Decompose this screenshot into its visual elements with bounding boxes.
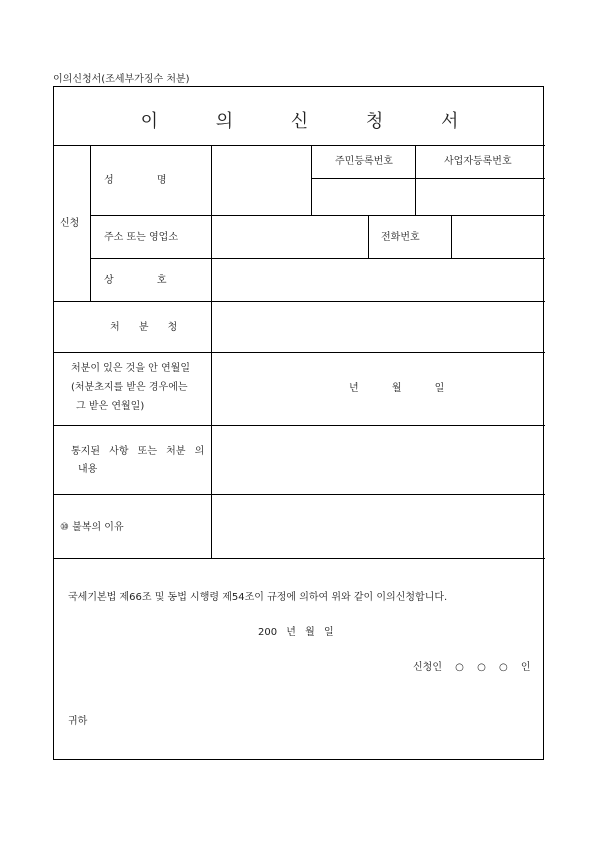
name-label: 성 명 [104,175,187,186]
divider [90,258,545,259]
declaration-statement: 국세기본법 제66조 및 동법 시행령 제54조이 규정에 의하여 위와 같이 이의신청합니다. [68,592,448,603]
divider [415,145,416,215]
applicant-group-label: 신청 [60,218,80,229]
divider [54,494,545,495]
declaration-date: 200 년 월 일 [258,627,334,638]
phone-label: 전화번호 [381,232,420,243]
divider [368,215,369,258]
divider [211,145,212,558]
divider [54,352,545,353]
resident-number-label: 주민등록번호 [335,156,393,167]
divider [311,178,545,179]
notice-content-label-line1: 통지된 사항 또는 처분 의 [71,446,205,457]
divider [90,145,91,301]
divider [54,558,545,559]
divider [54,145,545,146]
form-caption: 이의신청서(조세부가징수 처분) [53,74,190,85]
divider [54,425,545,426]
notice-content-label-line2: 내용 [78,464,98,475]
divider [451,215,452,258]
date-known-label-line1: 처분이 있은 것을 안 연월일 [71,363,190,374]
disposition-office-label: 처 분 청 [110,322,186,333]
divider [90,215,545,216]
divider [54,301,545,302]
divider [311,145,312,215]
date-known-label-line3: 그 받은 연월일) [76,401,145,412]
trade-name-label: 상 호 [104,275,187,286]
applicant-signature: 신청인 ○ ○ ○ 인 [413,662,531,673]
date-known-placeholder: 년 월 일 [349,383,445,394]
addressee: 귀하 [68,716,88,727]
date-known-label-line2: (처분초지를 받은 경우에는 [71,382,188,393]
objection-reason-label: ⑩ 불복의 이유 [60,522,124,533]
objection-form [53,86,544,760]
form-title: 이 의 신 청 서 [140,111,459,132]
business-number-label: 사업자등록번호 [444,156,512,167]
address-label: 주소 또는 영업소 [104,232,178,243]
